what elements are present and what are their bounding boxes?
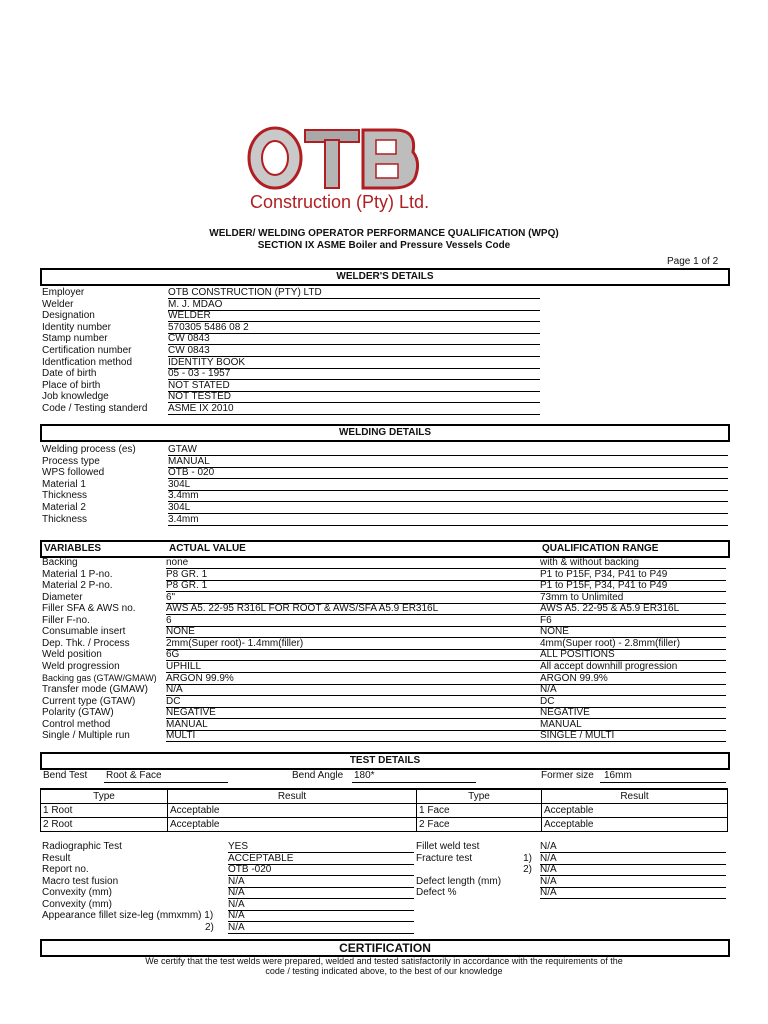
- detail-value: GTAW: [168, 444, 728, 456]
- variable-label: Single / Multiple run: [42, 730, 130, 742]
- test-label: Defect length (mm): [416, 875, 502, 887]
- detail-label: Job knowledge: [42, 391, 109, 403]
- detail-value: WELDER: [168, 310, 540, 322]
- detail-label: Material 2: [42, 502, 86, 513]
- test-result-row: [42, 922, 422, 933]
- bend-table-header-row: [41, 789, 728, 804]
- actual-value: UPHILL: [166, 661, 542, 673]
- variable-row: [42, 730, 728, 741]
- detail-label: WPS followed: [42, 467, 105, 479]
- variable-label: Filler F-no.: [42, 614, 90, 626]
- detail-value: 304L: [168, 502, 728, 514]
- table-cell: 1 Root: [41, 804, 168, 818]
- table-row: [41, 818, 728, 832]
- qualification-range: All accept downhill progression: [540, 661, 726, 673]
- qualification-range: P1 to P15F, P34, P41 to P49: [540, 569, 726, 581]
- variable-label: Backing gas (GTAW/GMAW): [42, 672, 157, 683]
- welding-detail-row: [42, 490, 728, 501]
- detail-value: MANUAL: [168, 456, 728, 468]
- variable-row: [42, 707, 728, 718]
- detail-label: Certification number: [42, 345, 132, 356]
- qualification-range: N/A: [540, 684, 726, 696]
- table-cell: 2 Face: [417, 818, 542, 832]
- actual-value: N/A: [166, 684, 542, 696]
- variable-label: Material 1 P-no.: [42, 568, 113, 580]
- detail-value: M. J. MDAO: [168, 299, 540, 311]
- qualification-range: AWS A5. 22-95 & A5.9 ER316L: [540, 603, 726, 615]
- actual-value: AWS A5. 22-95 R316L FOR ROOT & AWS/SFA A5.9 ER316L: [166, 603, 542, 615]
- variable-row: [42, 673, 728, 684]
- variable-label: Control method: [42, 718, 111, 730]
- company-name: Construction (Pty) Ltd.: [250, 192, 430, 212]
- test-label: Radiographic Test: [42, 841, 122, 852]
- detail-value: 570305 5486 08 2: [168, 322, 540, 334]
- welding-detail-row: [42, 502, 728, 513]
- qualification-range: NONE: [540, 626, 726, 638]
- table-row: [41, 804, 728, 818]
- qualification-range: ARGON 99.9%: [540, 673, 726, 685]
- test-value: N/A: [228, 910, 414, 922]
- detail-value: NOT STATED: [168, 380, 540, 392]
- test-value: N/A: [228, 899, 414, 911]
- detail-label: Material 1: [42, 478, 86, 490]
- actual-value: DC: [166, 696, 542, 708]
- detail-value: OTB CONSTRUCTION (PTY) LTD: [168, 287, 540, 299]
- otb-logo-graphic: [245, 122, 425, 192]
- table-header-result: Result: [542, 789, 728, 804]
- detail-value: 05 - 03 - 1957: [168, 368, 540, 380]
- welder-detail-row: [42, 380, 728, 391]
- document-title: WELDER/ WELDING OPERATOR PERFORMANCE QUALIFICATION (WPQ): [209, 228, 559, 239]
- bend-angle-value: 180*: [354, 770, 375, 781]
- qualification-range: 73mm to Unlimited: [540, 592, 726, 604]
- welder-detail-row: [42, 368, 728, 379]
- test-label: Convexity (mm): [42, 887, 113, 898]
- test-result-row: [416, 841, 726, 852]
- test-result-row: [42, 841, 422, 852]
- table-cell: Acceptable: [168, 804, 417, 818]
- detail-value: OTB - 020: [168, 467, 728, 479]
- variable-label: Weld position: [42, 649, 102, 661]
- welding-detail-row: [42, 514, 728, 525]
- bend-test-label: Bend Test: [43, 770, 88, 781]
- detail-label: Place of birth: [42, 379, 101, 391]
- bend-test-table: [40, 788, 728, 832]
- welding-details-header: WELDING DETAILS: [40, 424, 730, 442]
- test-value: N/A: [540, 864, 726, 876]
- test-result-row: [416, 853, 726, 864]
- test-value: N/A: [228, 876, 414, 888]
- detail-label: Designation: [42, 310, 95, 322]
- welders-details-header: WELDER'S DETAILS: [40, 268, 730, 286]
- qualification-range: ALL POSITIONS: [540, 649, 726, 661]
- certification-header: CERTIFICATION: [40, 939, 730, 957]
- bend-angle-label: Bend Angle: [292, 770, 344, 781]
- document-subtitle: SECTION IX ASME Boiler and Pressure Vessels Code: [257, 240, 511, 251]
- detail-value: IDENTITY BOOK: [168, 357, 540, 369]
- actual-value: P8 GR. 1: [166, 569, 542, 581]
- bend-test-value: Root & Face: [106, 770, 162, 781]
- test-value: N/A: [540, 841, 726, 853]
- test-label: Fracture test: [416, 852, 473, 864]
- qualification-range: 4mm(Super root) - 2.8mm(filler): [540, 638, 726, 650]
- detail-value: 3.4mm: [168, 490, 728, 502]
- test-number: 2): [523, 864, 532, 875]
- qualification-range: P1 to P15F, P34, P41 to P49: [540, 580, 726, 592]
- detail-label: Employer: [42, 287, 85, 298]
- detail-label: Stamp number: [42, 333, 108, 345]
- variable-row: [42, 626, 728, 637]
- welder-detail-row: [42, 299, 728, 310]
- variable-label: Weld progression: [42, 660, 120, 672]
- variable-label: Diameter: [42, 591, 83, 603]
- test-value: N/A: [540, 853, 726, 865]
- qualification-range-header: QUALIFICATION RANGE: [542, 543, 659, 554]
- actual-value: NEGATIVE: [166, 707, 542, 719]
- variable-row: [42, 684, 728, 695]
- welder-detail-row: [42, 403, 728, 414]
- certification-text-line1: We certify that the test welds were prepared, welded and tested satisfactorily in accordance with the requirements of the: [145, 956, 623, 966]
- variable-label: Transfer mode (GMAW): [42, 684, 148, 696]
- variable-label: Material 2 P-no.: [42, 580, 113, 592]
- variable-row: [42, 615, 728, 626]
- variable-row: [42, 603, 728, 614]
- test-value: N/A: [228, 922, 414, 934]
- table-header-type: Type: [41, 789, 168, 804]
- test-value: N/A: [540, 876, 726, 888]
- test-details-header: TEST DETAILS: [40, 752, 730, 770]
- actual-value: NONE: [166, 626, 542, 638]
- test-result-row: [42, 887, 422, 898]
- detail-value: 3.4mm: [168, 514, 728, 526]
- table-cell: 2 Root: [41, 818, 168, 832]
- variable-label: Dep. Thk. / Process: [42, 637, 130, 649]
- test-label: Result: [42, 852, 71, 864]
- test-label: Macro test fusion: [42, 875, 119, 887]
- actual-value: MULTI: [166, 730, 542, 742]
- variables-header-bar: [40, 540, 730, 558]
- table-cell: Acceptable: [168, 818, 417, 832]
- test-value: YES: [228, 841, 414, 853]
- detail-value: 304L: [168, 479, 728, 491]
- test-label: 2): [205, 921, 214, 933]
- welder-detail-row: [42, 322, 728, 333]
- test-result-row: [42, 910, 422, 921]
- welder-detail-row: [42, 391, 728, 402]
- variable-row: [42, 569, 728, 580]
- test-value: ACCEPTABLE: [228, 853, 414, 865]
- detail-label: Welding process (es): [42, 444, 136, 455]
- detail-label: Identity number: [42, 321, 111, 333]
- welder-detail-row: [42, 357, 728, 368]
- detail-label: Welder: [42, 298, 74, 310]
- test-label: Defect %: [416, 887, 457, 898]
- detail-label: Thickness: [42, 513, 88, 525]
- variable-label: Backing: [42, 557, 78, 568]
- test-value: OTB -020: [228, 864, 414, 876]
- test-label: Fillet weld test: [416, 841, 480, 852]
- actual-value: MANUAL: [166, 719, 542, 731]
- welding-detail-row: [42, 479, 728, 490]
- detail-value: ASME IX 2010: [168, 403, 540, 415]
- variable-row: [42, 580, 728, 591]
- logo-letters: OTB: [245, 122, 248, 123]
- table-cell: Acceptable: [542, 804, 728, 818]
- detail-value: CW 0843: [168, 345, 540, 357]
- welder-detail-row: [42, 333, 728, 344]
- variable-row: [42, 719, 728, 730]
- detail-label: Process type: [42, 455, 100, 467]
- test-result-row: [42, 899, 422, 910]
- certification-text-line2: code / testing indicated above, to the best of our knowledge: [265, 966, 503, 976]
- actual-value: ARGON 99.9%: [166, 673, 542, 685]
- qualification-range: SINGLE / MULTI: [540, 730, 726, 742]
- variable-label: Filler SFA & AWS no.: [42, 603, 136, 615]
- former-size-value: 16mm: [604, 770, 632, 781]
- variables-header: VARIABLES: [44, 543, 102, 554]
- detail-label: Code / Testing standerd: [42, 403, 148, 414]
- page-number: Page 1 of 2: [667, 256, 719, 267]
- actual-value: 2mm(Super root)- 1.4mm(filler): [166, 638, 542, 650]
- variable-label: Polarity (GTAW): [42, 707, 114, 719]
- test-label: Convexity (mm): [42, 898, 113, 910]
- test-value: N/A: [540, 887, 726, 899]
- variable-row: [42, 638, 728, 649]
- test-label: Report no.: [42, 864, 89, 875]
- detail-label: Date of birth: [42, 368, 97, 380]
- table-cell: 1 Face: [417, 804, 542, 818]
- welder-detail-row: [42, 287, 728, 298]
- actual-value: 6": [166, 592, 542, 604]
- test-number: 1): [523, 852, 532, 864]
- welding-detail-row: [42, 456, 728, 467]
- detail-label: Identfication method: [42, 356, 133, 368]
- variable-row: [42, 661, 728, 672]
- detail-value: NOT TESTED: [168, 391, 540, 403]
- qualification-range: DC: [540, 696, 726, 708]
- variable-row: [42, 696, 728, 707]
- welding-detail-row: [42, 467, 728, 478]
- table-header-result: Result: [168, 789, 417, 804]
- table-cell: Acceptable: [542, 818, 728, 832]
- test-value: N/A: [228, 887, 414, 899]
- test-result-row: [416, 864, 726, 875]
- welder-detail-row: [42, 345, 728, 356]
- variable-row: [42, 649, 728, 660]
- variable-row: [42, 557, 728, 568]
- variable-label: Current type (GTAW): [42, 695, 136, 707]
- qualification-range: NEGATIVE: [540, 707, 726, 719]
- test-result-row: [416, 876, 726, 887]
- detail-value: CW 0843: [168, 333, 540, 345]
- qualification-range: with & without backing: [540, 557, 726, 569]
- welding-detail-row: [42, 444, 728, 455]
- table-header-type: Type: [417, 789, 542, 804]
- detail-label: Thickness: [42, 490, 88, 502]
- former-size-label: Former size: [541, 770, 594, 781]
- actual-value: P8 GR. 1: [166, 580, 542, 592]
- variable-row: [42, 592, 728, 603]
- welder-detail-row: [42, 310, 728, 321]
- test-label: Appearance fillet size-leg (mmxmm) 1): [42, 910, 214, 921]
- actual-value: 6G: [166, 649, 542, 661]
- variable-label: Consumable insert: [42, 626, 126, 638]
- actual-value: none: [166, 557, 542, 569]
- qualification-range: F6: [540, 615, 726, 627]
- actual-value: 6: [166, 615, 542, 627]
- qualification-range: MANUAL: [540, 719, 726, 731]
- test-result-row: [42, 853, 422, 864]
- test-result-row: [42, 876, 422, 887]
- test-result-row: [416, 887, 726, 898]
- actual-value-header: ACTUAL VALUE: [169, 543, 246, 554]
- test-result-row: [42, 864, 422, 875]
